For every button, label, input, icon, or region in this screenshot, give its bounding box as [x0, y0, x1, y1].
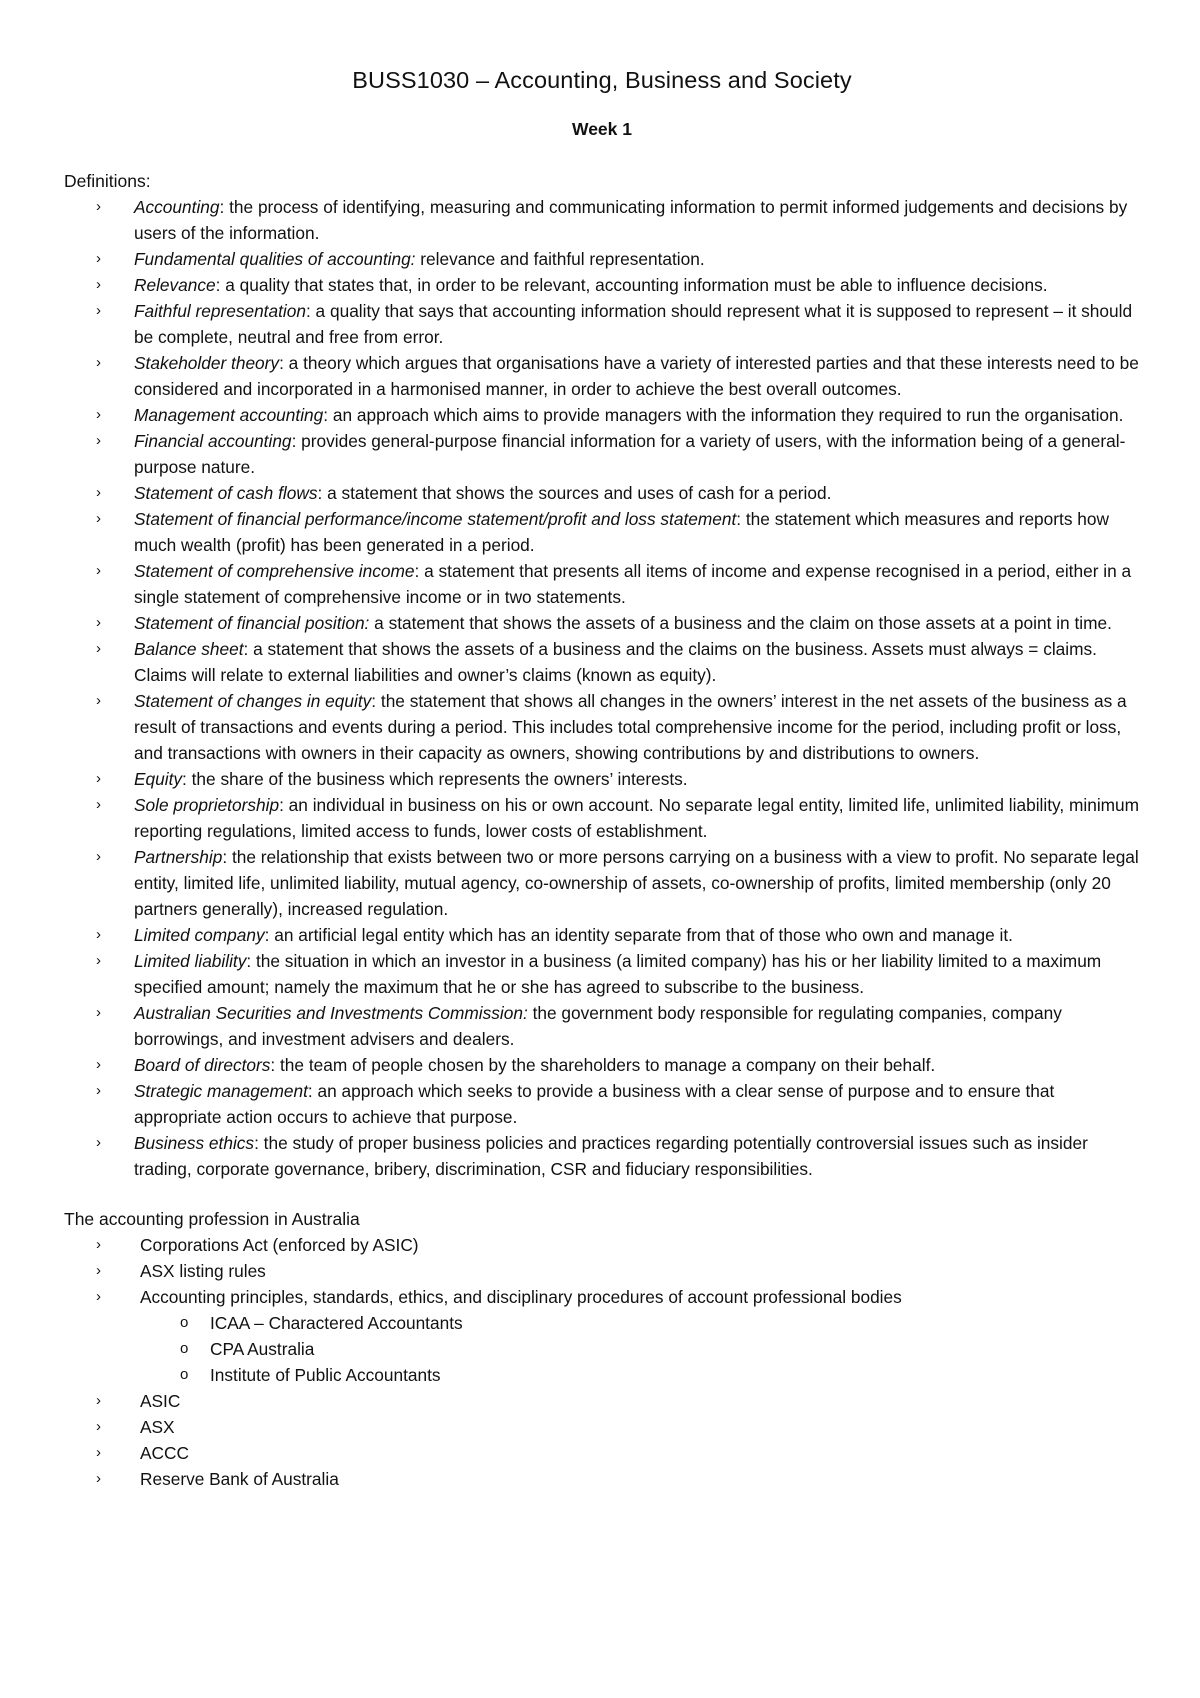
definition-term: Equity — [134, 769, 183, 789]
definition-item — [96, 558, 1140, 610]
professional-body-item — [180, 1336, 1140, 1362]
chevron-bullet-icon: › — [96, 406, 101, 423]
definition-item — [96, 610, 1140, 636]
definition-text: : an artificial legal entity which has an identity separate from that of those who own and manage it. — [264, 925, 1013, 945]
chevron-bullet-icon: › — [96, 1444, 101, 1461]
chevron-bullet-icon: › — [96, 276, 101, 293]
definition-text: : a quality that states that, in order to be relevant, accounting information must be able to influence decisions. — [215, 275, 1048, 295]
definition-term: Board of directors — [134, 1055, 271, 1075]
regulator-item — [96, 1388, 1140, 1414]
chevron-bullet-icon: › — [96, 1470, 101, 1487]
regulator-item — [96, 1440, 1140, 1466]
definition-text: : a quality that says that accounting information should represent what it is supposed to represent – it should be complete, neutral and free from error. — [134, 301, 1133, 347]
chevron-bullet-icon: › — [96, 692, 101, 709]
definition-term: Statement of changes in equity — [134, 691, 372, 711]
regulator-item — [96, 1466, 1140, 1492]
profession-item — [96, 1258, 1140, 1284]
chevron-bullet-icon: › — [96, 1236, 101, 1253]
circle-bullet-icon: o — [180, 1314, 189, 1331]
definition-item — [96, 428, 1140, 480]
definition-term: Faithful representation — [134, 301, 306, 321]
professional-body-name: ICAA – Charactered Accountants — [210, 1313, 463, 1333]
definition-term: Statement of cash flows — [134, 483, 318, 503]
definition-text: : the process of identifying, measuring and communicating information to permit informed judgements and decisions by users of the information. — [134, 197, 1128, 243]
chevron-bullet-icon: › — [96, 1262, 101, 1279]
definition-term: Accounting — [134, 197, 220, 217]
definition-text: : the study of proper business policies and practices regarding potentially controversial issues such as insider trading, corporate governance, bribery, discrimination, CSR and fiduciary responsibilities. — [134, 1133, 1088, 1179]
definition-term: Stakeholder theory — [134, 353, 280, 373]
definition-term: Partnership — [134, 847, 223, 867]
regulator-name: ACCC — [140, 1443, 189, 1463]
definition-term: Business ethics — [134, 1133, 255, 1153]
regulator-name: Reserve Bank of Australia — [140, 1469, 339, 1489]
profession-item-text: Accounting principles, standards, ethics, and disciplinary procedures of account professional bodies — [140, 1287, 902, 1307]
definition-term: Management accounting — [134, 405, 324, 425]
definition-text: : a statement that shows the assets of a business and the claims on the business. Assets must always = claims. Claims will relate to external liabilities and owner’s claims (known as equity). — [134, 639, 1097, 685]
definition-item — [96, 766, 1140, 792]
definition-item — [96, 246, 1140, 272]
chevron-bullet-icon: › — [96, 510, 101, 527]
definition-item — [96, 844, 1140, 922]
chevron-bullet-icon: › — [96, 1418, 101, 1435]
chevron-bullet-icon: › — [96, 562, 101, 579]
definition-item — [96, 1000, 1140, 1052]
definition-term: Relevance — [134, 275, 216, 295]
definition-term: Statement of comprehensive income — [134, 561, 415, 581]
definition-item — [96, 506, 1140, 558]
definition-term: Sole proprietorship — [134, 795, 280, 815]
definition-term: Statement of financial performance/income statement/profit and loss statement — [134, 509, 737, 529]
chevron-bullet-icon: › — [96, 796, 101, 813]
definition-item — [96, 688, 1140, 766]
profession-item — [96, 1232, 1140, 1258]
definition-term: Financial accounting — [134, 431, 292, 451]
definition-item — [96, 272, 1140, 298]
definition-item — [96, 402, 1140, 428]
profession-heading: The accounting profession in Australia — [64, 1209, 360, 1229]
chevron-bullet-icon: › — [96, 198, 101, 215]
definition-text: : an approach which seeks to provide a business with a clear sense of purpose and to ensure that appropriate action occurs to achieve that purpose. — [134, 1081, 1055, 1127]
profession-list — [64, 1232, 1140, 1492]
profession-item-text: ASX listing rules — [140, 1261, 266, 1281]
definition-text: : the situation in which an investor in a business (a limited company) has his or her liability limited to a maximum specified amount; namely the maximum that he or she has agreed to subscribe to the business. — [134, 951, 1102, 997]
regulator-name: ASIC — [140, 1391, 181, 1411]
definition-term: Fundamental qualities of accounting: — [134, 249, 416, 269]
document-title: BUSS1030 – Accounting, Business and Society — [352, 67, 852, 93]
definition-text: : a statement that presents all items of income and expense recognised in a period, either in a single statement of comprehensive income or in two statements. — [134, 561, 1132, 607]
definition-item — [96, 194, 1140, 246]
chevron-bullet-icon: › — [96, 250, 101, 267]
chevron-bullet-icon: › — [96, 302, 101, 319]
definitions-heading: Definitions: — [64, 171, 151, 191]
profession-item — [96, 1284, 1140, 1388]
definition-term: Statement of financial position: — [134, 613, 370, 633]
definition-text: the government body responsible for regulating companies, company borrowings, and investment advisers and dealers. — [134, 1003, 1062, 1049]
chevron-bullet-icon: › — [96, 484, 101, 501]
chevron-bullet-icon: › — [96, 1056, 101, 1073]
chevron-bullet-icon: › — [96, 1392, 101, 1409]
chevron-bullet-icon: › — [96, 432, 101, 449]
definition-text: : an individual in business on his or own account. No separate legal entity, limited life, unlimited liability, minimum reporting regulations, limited access to funds, lower costs of establishment. — [134, 795, 1140, 841]
week-heading: Week 1 — [572, 119, 632, 139]
chevron-bullet-icon: › — [96, 952, 101, 969]
definition-text: : an approach which aims to provide managers with the information they required to run the organisation. — [323, 405, 1124, 425]
definition-term: Australian Securities and Investments Commission: — [134, 1003, 528, 1023]
definition-item — [96, 1078, 1140, 1130]
definition-text: : the statement that shows all changes in the owners’ interest in the net assets of the business as a result of transactions and events during a period. This includes total comprehensive income for the period, including profit or loss, and transactions with owners in their capacity as owners, showing contributions by and distributions to owners. — [134, 691, 1127, 763]
chevron-bullet-icon: › — [96, 354, 101, 371]
definition-item — [96, 948, 1140, 1000]
definition-item — [96, 922, 1140, 948]
definition-item — [96, 1052, 1140, 1078]
regulator-name: ASX — [140, 1417, 175, 1437]
definition-item — [96, 1130, 1140, 1182]
definition-term: Strategic management — [134, 1081, 308, 1101]
definitions-list — [64, 194, 1140, 1182]
professional-body-name: Institute of Public Accountants — [210, 1365, 441, 1385]
profession-item-text: Corporations Act (enforced by ASIC) — [140, 1235, 419, 1255]
definition-term: Balance sheet — [134, 639, 244, 659]
regulator-item — [96, 1414, 1140, 1440]
definition-text: : a statement that shows the sources and uses of cash for a period. — [317, 483, 832, 503]
professional-bodies-list — [140, 1310, 1140, 1388]
definition-term: Limited company — [134, 925, 265, 945]
definition-text: : the statement which measures and reports how much wealth (profit) has been generated in a period. — [134, 509, 1109, 555]
definition-text: : a theory which argues that organisations have a variety of interested parties and that these interests need to be considered and incorporated in a harmonised manner, in order to achieve the best overall outcomes. — [134, 353, 1139, 399]
chevron-bullet-icon: › — [96, 614, 101, 631]
definition-text: relevance and faithful representation. — [415, 249, 705, 269]
definition-term: Limited liability — [134, 951, 247, 971]
definition-item — [96, 480, 1140, 506]
professional-body-item — [180, 1310, 1140, 1336]
chevron-bullet-icon: › — [96, 848, 101, 865]
chevron-bullet-icon: › — [96, 640, 101, 657]
definition-item — [96, 298, 1140, 350]
definition-text: : provides general-purpose financial information for a variety of users, with the information being of a general-purpose nature. — [134, 431, 1126, 477]
chevron-bullet-icon: › — [96, 1004, 101, 1021]
definition-item — [96, 636, 1140, 688]
chevron-bullet-icon: › — [96, 926, 101, 943]
definition-text: : the team of people chosen by the shareholders to manage a company on their behalf. — [270, 1055, 936, 1075]
chevron-bullet-icon: › — [96, 1288, 101, 1305]
chevron-bullet-icon: › — [96, 770, 101, 787]
chevron-bullet-icon: › — [96, 1134, 101, 1151]
chevron-bullet-icon: › — [96, 1082, 101, 1099]
definition-item — [96, 350, 1140, 402]
definition-text: : the share of the business which represents the owners’ interests. — [182, 769, 688, 789]
definition-text: a statement that shows the assets of a business and the claim on those assets at a point in time. — [369, 613, 1112, 633]
circle-bullet-icon: o — [180, 1340, 189, 1357]
circle-bullet-icon: o — [180, 1366, 189, 1383]
professional-body-name: CPA Australia — [210, 1339, 315, 1359]
definition-text: : the relationship that exists between two or more persons carrying on a business with a view to profit. No separate legal entity, limited life, unlimited liability, mutual agency, co-ownership of assets, co-ownership of profits, limited membership (only 20 partners generally), increased regulation. — [134, 847, 1139, 919]
professional-body-item — [180, 1362, 1140, 1388]
definition-item — [96, 792, 1140, 844]
